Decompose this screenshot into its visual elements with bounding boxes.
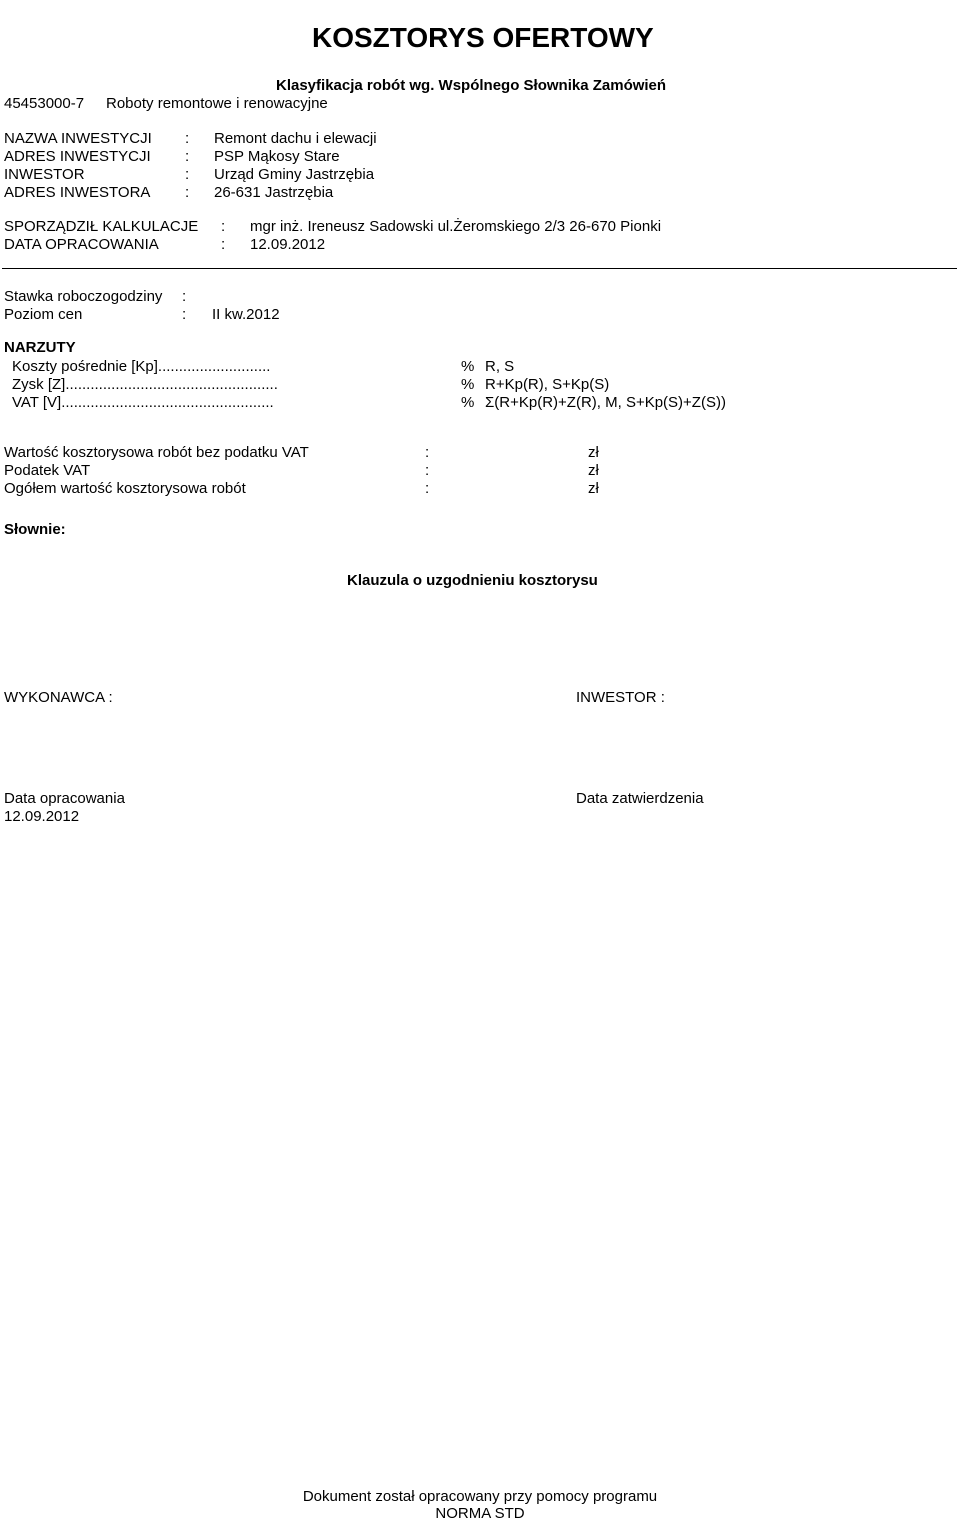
- markup-basis: R, S: [485, 358, 515, 375]
- separator: :: [185, 184, 190, 201]
- separator: :: [425, 444, 430, 461]
- total-net-label: Wartość kosztorysowa robót bez podatku VAT: [4, 444, 309, 461]
- price-level-label: Poziom cen: [4, 306, 83, 323]
- separator: :: [425, 480, 430, 497]
- prepared-by-label: SPORZĄDZIŁ KALKULACJE: [4, 218, 199, 235]
- separator: :: [185, 148, 190, 165]
- investor-address-label: ADRES INWESTORA: [4, 184, 151, 201]
- prep-date-label: Data opracowania: [4, 790, 125, 807]
- footer-line-2: NORMA STD: [435, 1505, 525, 1522]
- investor-address-value: 26-631 Jastrzębia: [214, 184, 334, 201]
- investor-value: Urząd Gminy Jastrzębia: [214, 166, 375, 183]
- markup-basis: R+Kp(R), S+Kp(S): [485, 376, 610, 393]
- markup-unit: %: [461, 376, 475, 393]
- investment-name-value: Remont dachu i elewacji: [214, 130, 377, 147]
- prepared-date-label: DATA OPRACOWANIA: [4, 236, 159, 253]
- approval-date-label: Data zatwierdzenia: [576, 790, 704, 807]
- markup-label: Zysk [Z]...................................................: [12, 376, 278, 393]
- words-label: Słownie:: [4, 521, 66, 538]
- clause-heading: Klauzula o uzgodnieniu kosztorysu: [347, 572, 598, 589]
- footer-line-1: Dokument został opracowany przy pomocy programu: [302, 1488, 658, 1505]
- currency: zł: [588, 462, 599, 479]
- separator: :: [221, 236, 226, 253]
- document-title: KOSZTORYS OFERTOWY: [312, 22, 654, 53]
- hourly-rate-label: Stawka roboczogodziny: [4, 288, 163, 305]
- markups-heading: NARZUTY: [4, 339, 76, 356]
- markup-label: Koszty pośrednie [Kp]...........................: [12, 358, 271, 375]
- total-gross-label: Ogółem wartość kosztorysowa robót: [4, 480, 246, 497]
- investment-address-label: ADRES INWESTYCJI: [4, 148, 151, 165]
- separator: :: [185, 130, 190, 147]
- cpv-description: Roboty remontowe i renowacyjne: [106, 95, 328, 112]
- markup-unit: %: [461, 394, 475, 411]
- prepared-date-value: 12.09.2012: [250, 236, 326, 253]
- price-level-value: II kw.2012: [212, 306, 280, 323]
- contractor-label: WYKONAWCA :: [4, 689, 113, 706]
- separator: :: [425, 462, 430, 479]
- currency: zł: [588, 480, 599, 497]
- classification-heading: Klasyfikacja robót wg. Wspólnego Słownika Zamówień: [276, 77, 667, 94]
- total-vat-label: Podatek VAT: [4, 462, 91, 479]
- markup-label: VAT [V]...................................................: [12, 394, 274, 411]
- prepared-by-value: mgr inż. Ireneusz Sadowski ul.Żeromskiego 2/3 26-670 Pionki: [250, 218, 662, 235]
- investment-name-label: NAZWA INWESTYCJI: [4, 130, 152, 147]
- markup-unit: %: [461, 358, 475, 375]
- currency: zł: [588, 444, 599, 461]
- investor-signature-label: INWESTOR :: [576, 689, 665, 706]
- cpv-code: 45453000-7: [4, 95, 85, 112]
- investor-label: INWESTOR: [4, 166, 85, 183]
- prep-date-value: 12.09.2012: [4, 808, 80, 825]
- separator: :: [182, 306, 187, 323]
- divider-line: [2, 268, 957, 269]
- investment-address-value: PSP Mąkosy Stare: [214, 148, 340, 165]
- separator: :: [185, 166, 190, 183]
- separator: :: [182, 288, 187, 305]
- separator: :: [221, 218, 226, 235]
- markup-basis: Σ(R+Kp(R)+Z(R), M, S+Kp(S)+Z(S)): [485, 394, 726, 411]
